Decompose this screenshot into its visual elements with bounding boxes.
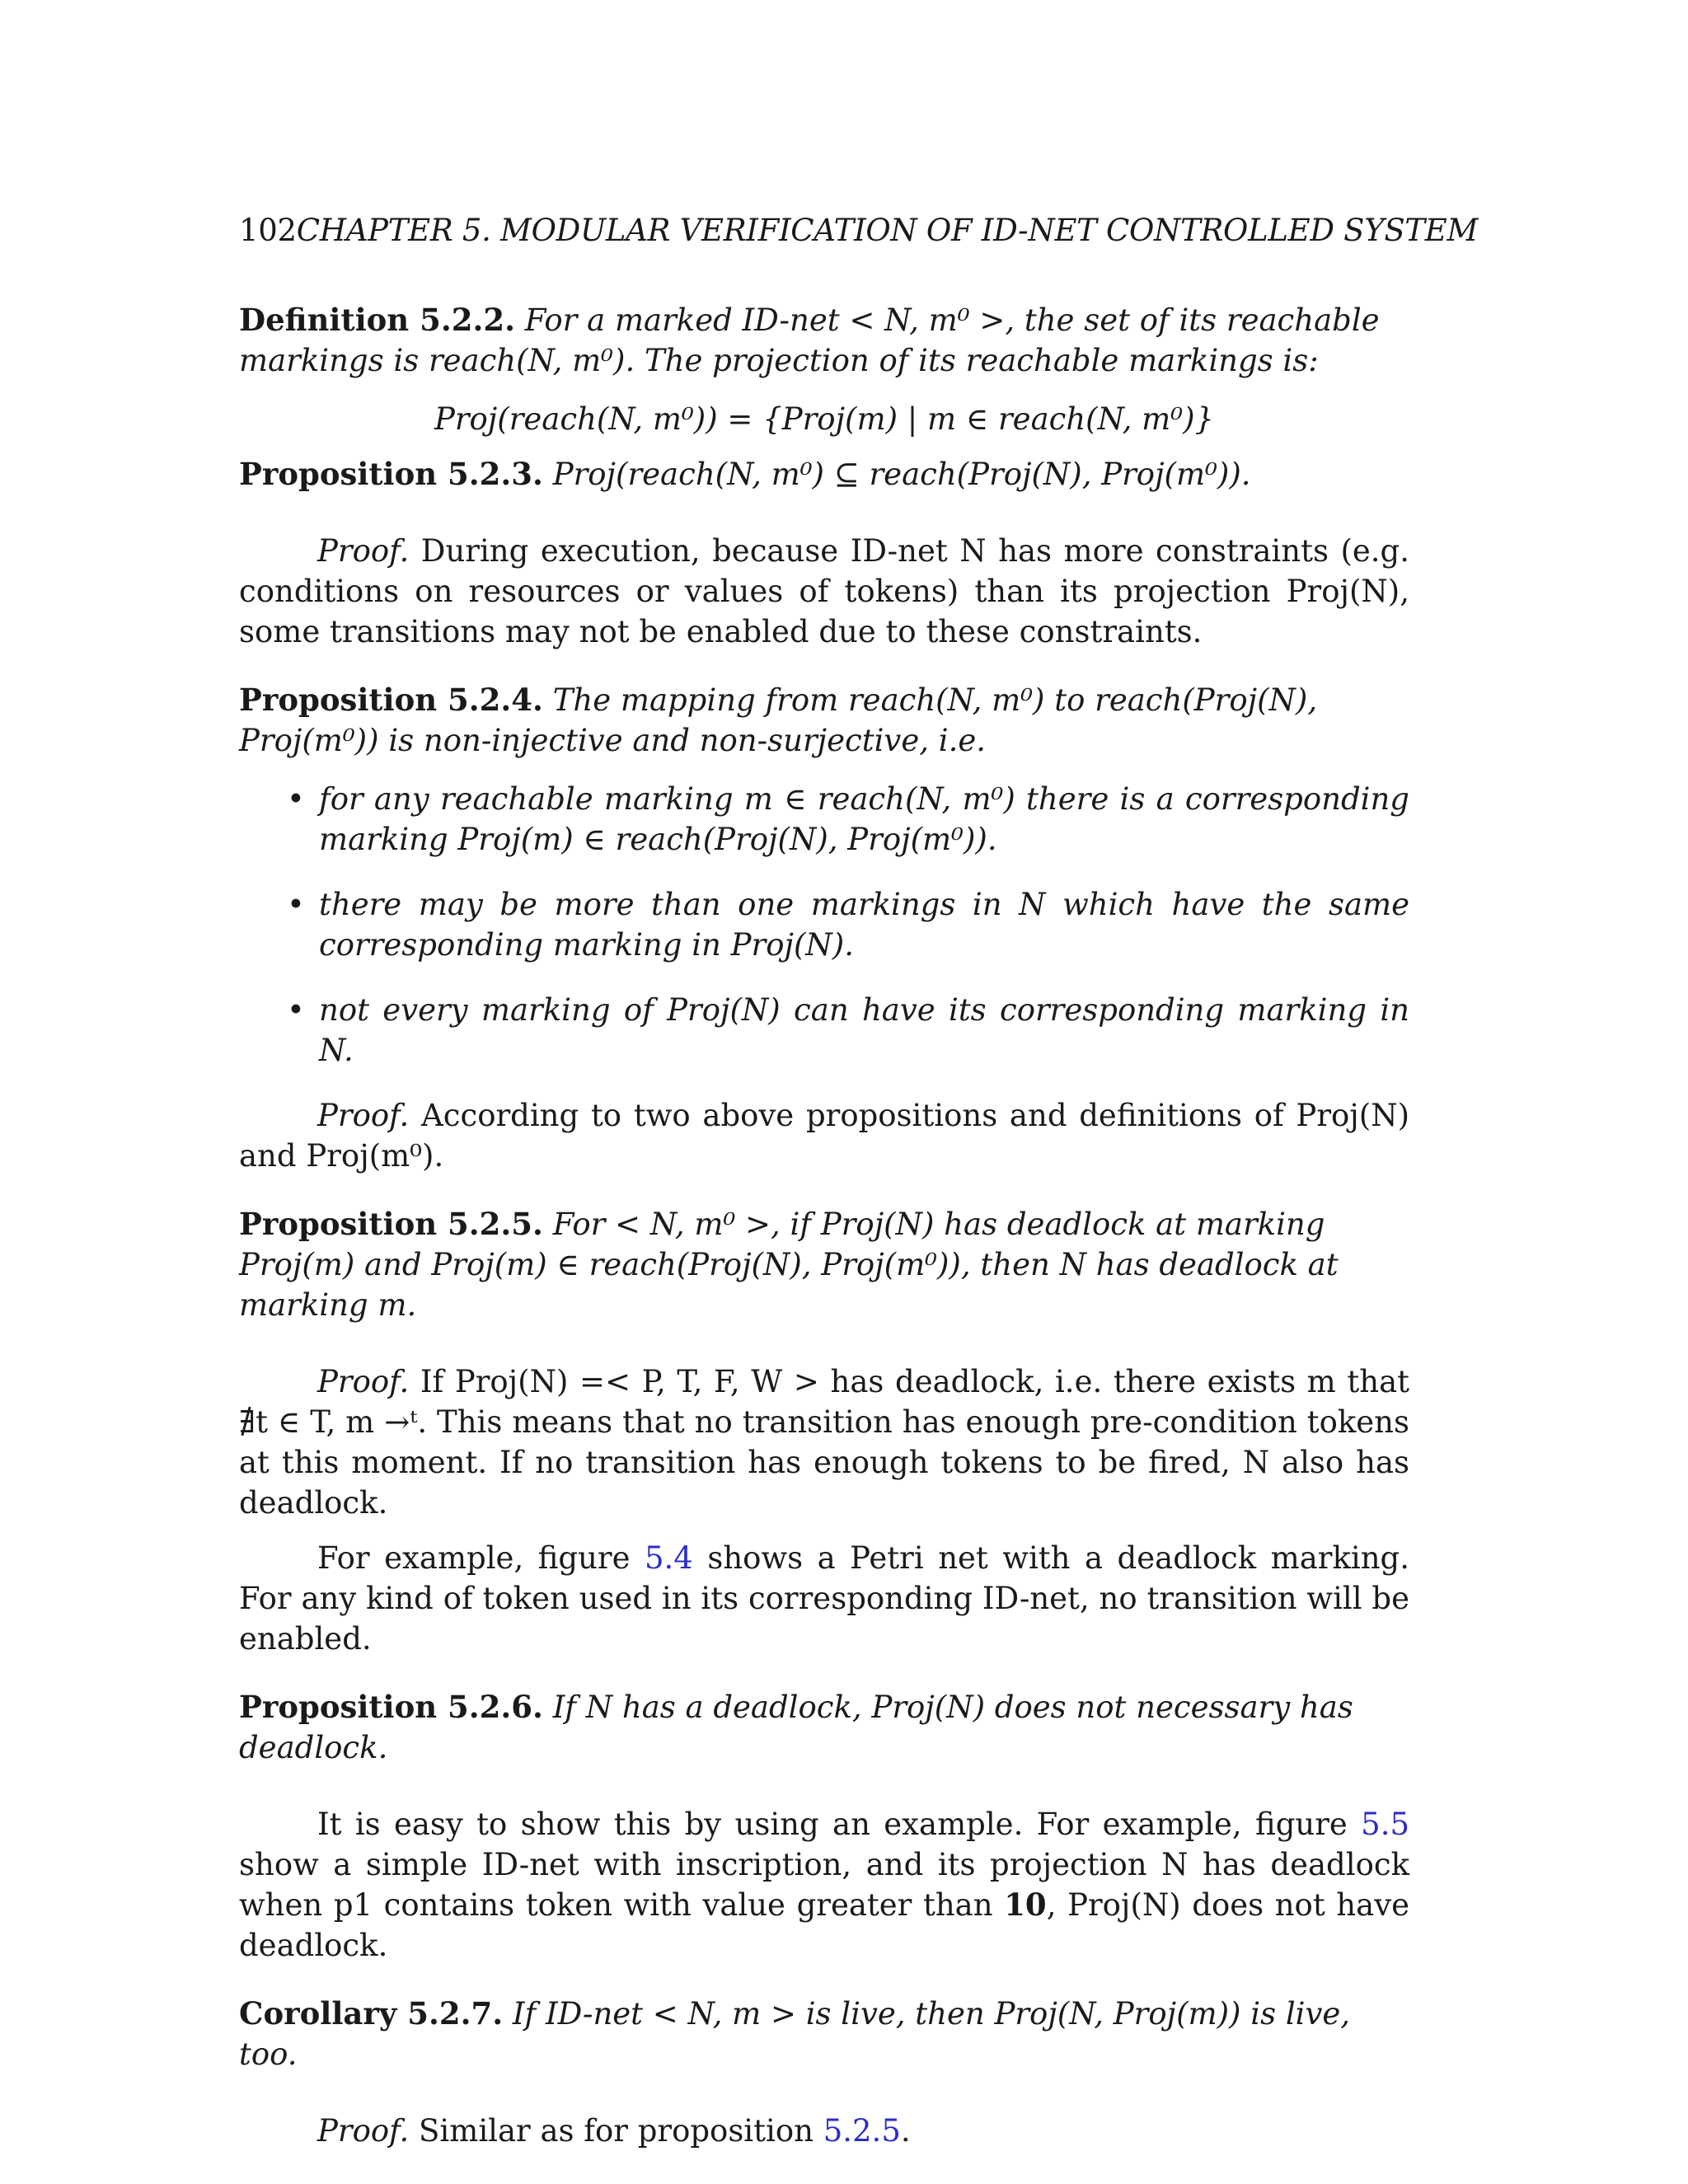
proposition-text: If N has a deadlock, Proj(N) does not necessary has deadlock.	[239, 1690, 1353, 1765]
proof-text: If Proj(N) =< P, T, F, W > has deadlock, i.e. there exists m that ∄t ∈ T, m →ᵗ. This means that no transition has enough pre-condition tokens at this moment. If no transition has enough tokens to be fired, N also has deadlock.	[239, 1364, 1409, 1521]
bullet-list	[239, 779, 1409, 1071]
display-equation: Proj(reach(N, m⁰)) = {Proj(m) | m ∈ reach(N, m⁰)}	[434, 401, 1215, 437]
corollary-label: Corollary 5.2.7.	[239, 1995, 504, 2032]
example-paragraph: For example, figure 5.4 shows a Petri net with a deadlock marking. For any kind of token used in its corresponding ID-net, no transition will be enabled.	[239, 1540, 1410, 1657]
definition-line1: For a marked ID-net < N, m⁰ >, the set of its reachable markings	[239, 302, 1380, 378]
proposition-text: Proj(reach(N, m⁰) ⊆ reach(Proj(N), Proj(m⁰)).	[552, 457, 1251, 492]
proposition-text: For < N, m⁰ >, if Proj(N) has deadlock at marking Proj(m) and Proj(m) ∈ reach(Proj(N), Proj(m⁰)), then N has deadlock at marking m.	[239, 1207, 1339, 1323]
definition-line2: is reach(N, m⁰). The projection of its reachable markings is:	[393, 343, 1319, 378]
proof-label: Proof.	[317, 1098, 410, 1133]
proof-label: Proof.	[317, 2113, 410, 2149]
proof-5-2-3	[239, 531, 1409, 652]
proposition-label: Proposition 5.2.3.	[239, 456, 543, 492]
page-number: 102	[239, 213, 297, 248]
proof-text: According to two above propositions and definitions of Proj(N) and Proj(m⁰).	[239, 1098, 1409, 1174]
corollary-5-2-7	[239, 1994, 1409, 2074]
bullet-icon: •	[287, 887, 305, 922]
proof-text: During execution, because ID-net N has more constraints (e.g. conditions on resources or values of tokens) than its projection Proj(N), some transitions may not be enabled due to these constraints.	[239, 533, 1409, 649]
proposition-5-2-5	[239, 1204, 1409, 1325]
example-paragraph: It is easy to show this by using an example. For example, figure 5.5 show a simple ID-net with inscription, and its projection N has deadlock when p1 contains token with value greater than 10, Proj(N) does not have deadlock.	[239, 1807, 1409, 1963]
list-item: • not every marking of Proj(N) can have its corresponding marking in N.	[239, 990, 1409, 1071]
corollary-text: If ID-net < N, m > is live, then Proj(N, Proj(m)) is live, too.	[239, 1996, 1351, 2072]
definition-5-2-2	[239, 300, 1409, 381]
figure-link[interactable]: 5.5	[1361, 1807, 1409, 1842]
proof-label: Proof.	[317, 1364, 410, 1399]
proof-5-2-7: Proof. Similar as for proposition 5.2.5.	[317, 2113, 911, 2149]
proposition-label: Proposition 5.2.5.	[239, 1206, 543, 1242]
proof-label: Proof.	[317, 533, 410, 569]
definition-label: Definition 5.2.2.	[239, 302, 515, 338]
chapter-title: CHAPTER 5. MODULAR VERIFICATION OF ID-NET CONTROLLED SYSTEM	[296, 213, 1479, 248]
proposition-5-2-3	[239, 454, 1409, 494]
proposition-label: Proposition 5.2.6.	[239, 1689, 543, 1725]
running-header	[239, 210, 1479, 251]
proposition-label: Proposition 5.2.4.	[239, 682, 543, 718]
bullet-icon: •	[287, 992, 305, 1028]
figure-link[interactable]: 5.4	[645, 1540, 693, 1576]
bullet-icon: •	[287, 781, 305, 817]
proof-5-2-5	[239, 1361, 1409, 1523]
page	[239, 210, 1479, 2151]
list-item: • for any reachable marking m ∈ reach(N, m⁰) there is a corresponding marking Proj(m) ∈ reach(Proj(N), Proj(m⁰)).	[239, 779, 1409, 860]
list-item: • there may be more than one markings in N which have the same corresponding marking in Proj(N).	[239, 884, 1409, 965]
proof-5-2-4	[239, 1095, 1409, 1176]
proposition-text: The mapping from reach(N, m⁰) to reach(Proj(N), Proj(m⁰)) is non-injective and non-surjective, i.e.	[239, 682, 1318, 758]
proposition-5-2-4	[239, 680, 1409, 761]
proposition-link[interactable]: 5.2.5	[823, 2113, 901, 2149]
proposition-5-2-6	[239, 1687, 1409, 1768]
